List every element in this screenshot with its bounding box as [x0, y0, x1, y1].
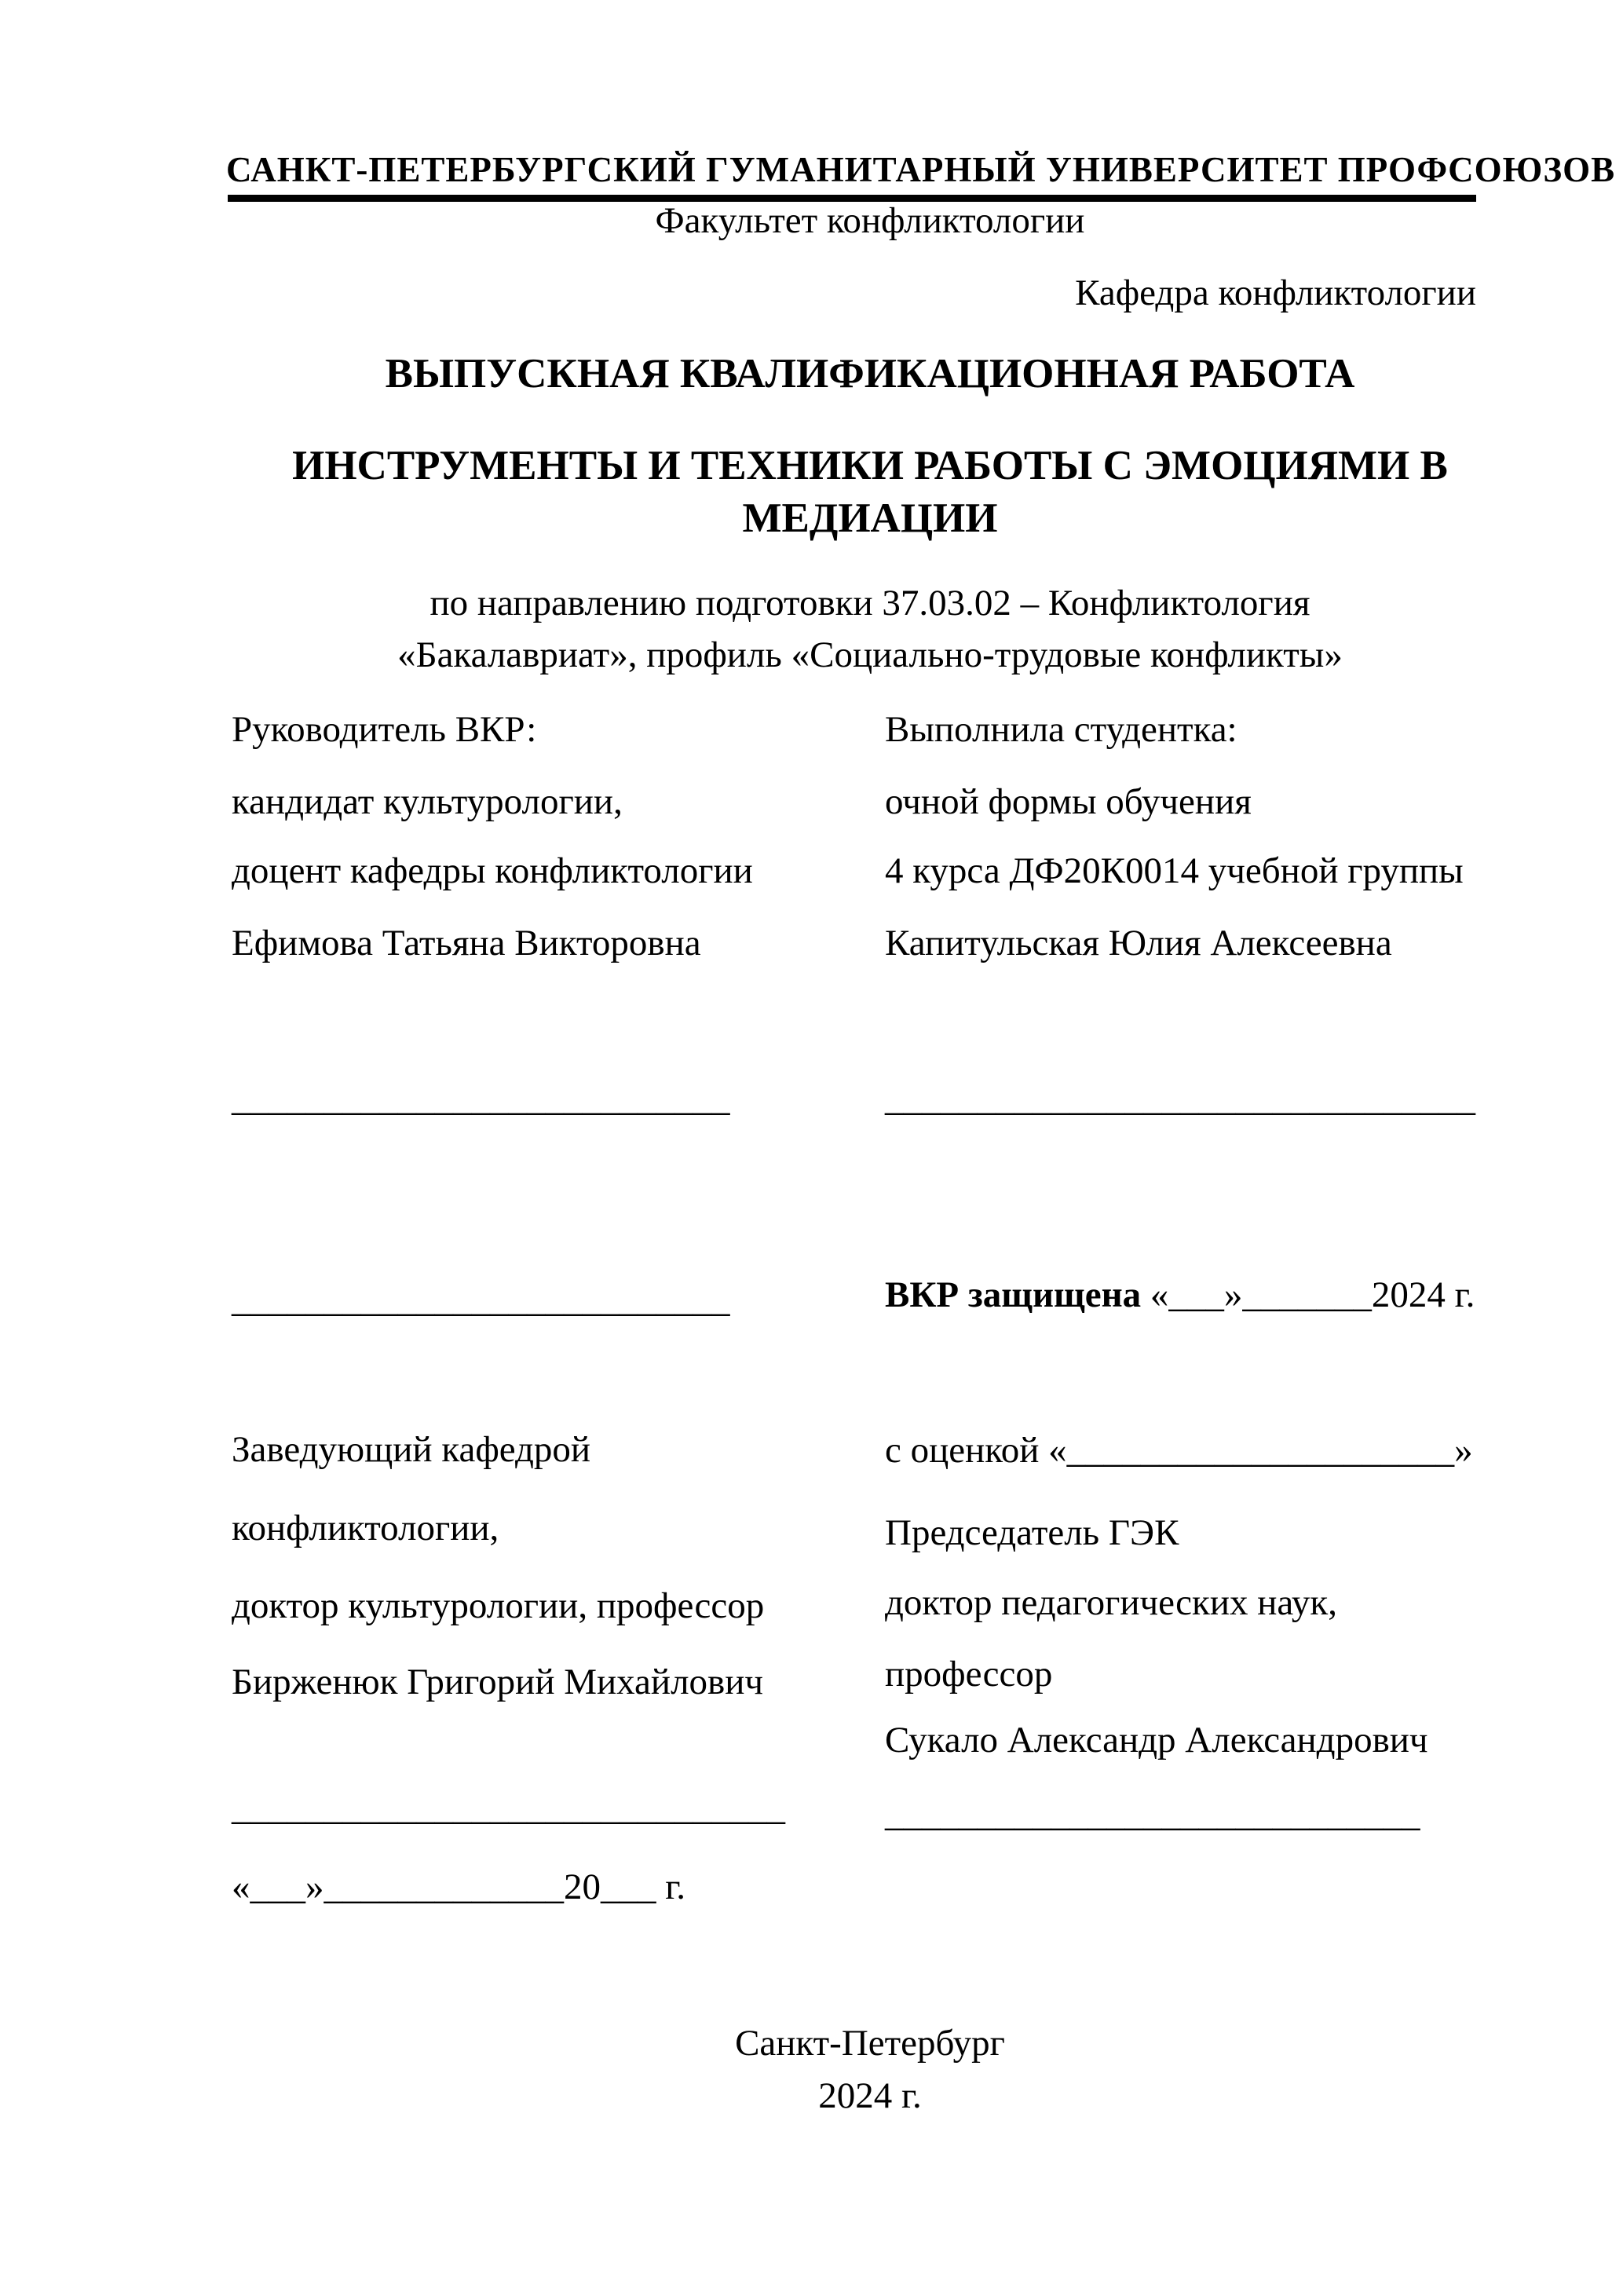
chairman-title: Председатель ГЭК — [885, 1512, 1179, 1553]
university-header: САНКТ-ПЕТЕРБУРГСКИЙ ГУМАНИТАРНЫЙ УНИВЕРСИТЕТ ПРОФСОЮЗОВ — [226, 150, 1616, 189]
head-name: Бирженюк Григорий Михайлович — [232, 1662, 764, 1702]
defense-label: ВКР защищена — [885, 1274, 1142, 1315]
defense-date-line — [885, 1271, 1475, 1319]
supervisor-signature-line-2: ___________________________ — [232, 1279, 730, 1320]
head-date-line: «___»_____________20___ г. — [232, 1866, 685, 1907]
supervisor-signature-line: ___________________________ — [232, 1078, 730, 1119]
chairman-rank: профессор — [885, 1654, 1053, 1695]
student-form: очной формы обучения — [885, 781, 1252, 822]
student-label: Выполнила студентка: — [885, 709, 1237, 750]
student-signature-line: ________________________________ — [885, 1078, 1475, 1119]
head-signature-line: ______________________________ — [232, 1787, 785, 1828]
work-type-title: ВЫПУСКНАЯ КВАЛИФИКАЦИОННАЯ РАБОТА — [385, 351, 1355, 397]
department-line: Кафедра конфликтологии — [1075, 272, 1476, 313]
chairman-signature-line: _____________________________ — [885, 1793, 1420, 1834]
student-group: 4 курса ДФ20К0014 учебной группы — [885, 850, 1464, 891]
student-name: Капитульская Юлия Алексеевна — [885, 923, 1392, 963]
city-line: Санкт-Петербург — [735, 2023, 1005, 2064]
program-line-1: по направлению подготовки 37.03.02 – Конфликтология — [430, 583, 1310, 623]
supervisor-position: доцент кафедры конфликтологии — [232, 850, 753, 891]
supervisor-label: Руководитель ВКР: — [232, 709, 537, 750]
defense-blank: «___»_______2024 г. — [1141, 1274, 1475, 1315]
head-line-3: доктор культурологии, профессор — [232, 1585, 765, 1626]
thesis-title-line2: МЕДИАЦИИ — [742, 495, 998, 541]
supervisor-degree: кандидат культурологии, — [232, 781, 623, 822]
thesis-title-line1: ИНСТРУМЕНТЫ И ТЕХНИКИ РАБОТЫ С ЭМОЦИЯМИ В — [292, 443, 1448, 488]
chairman-degree: доктор педагогических наук, — [885, 1582, 1337, 1623]
year-line: 2024 г. — [818, 2075, 922, 2116]
head-line-1: Заведующий кафедрой — [232, 1429, 591, 1470]
grade-line: с оценкой «_____________________» — [885, 1430, 1473, 1471]
program-line-2: «Бакалавриат», профиль «Социально-трудовые конфликты» — [397, 634, 1343, 675]
chairman-name: Сукало Александр Александрович — [885, 1720, 1428, 1760]
faculty-line: Факультет конфликтологии — [655, 200, 1085, 241]
head-line-2: конфликтологии, — [232, 1508, 499, 1548]
supervisor-name: Ефимова Татьяна Викторовна — [232, 923, 701, 963]
